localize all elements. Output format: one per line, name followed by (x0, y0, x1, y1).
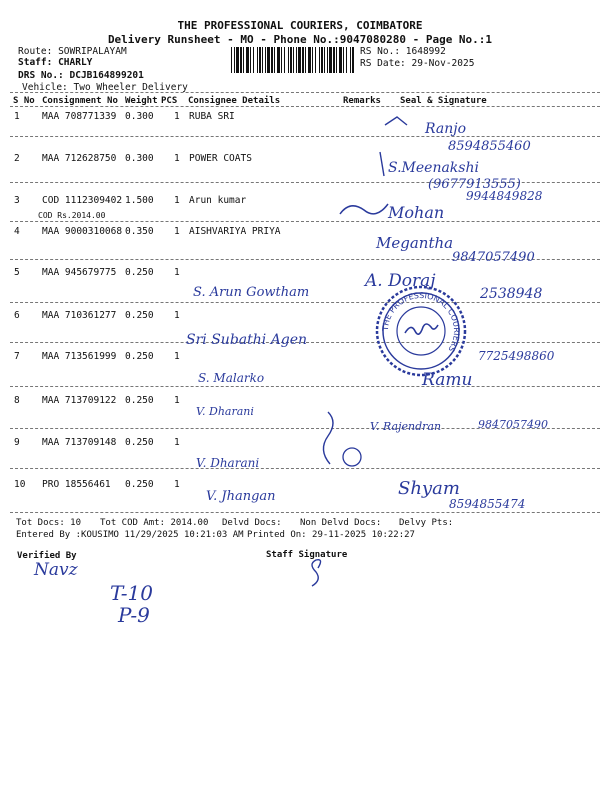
row6-consignee-handwritten: Sri Subathi Agen (186, 332, 308, 348)
row-weight: 1.500 (125, 195, 154, 206)
staff-label: Staff: (18, 57, 53, 68)
row-sno: 2 (14, 153, 20, 164)
row-weight: 0.300 (125, 153, 154, 164)
rs-no-label: RS No.: (360, 46, 401, 57)
col-seal: Seal & Signature (400, 96, 487, 106)
row-sno: 3 (14, 195, 20, 206)
row9-consignee-handwritten: V. Dharani (196, 456, 260, 470)
row-consignee: RUBA SRI (189, 111, 235, 122)
row-consignment: MAA 713709148 (42, 437, 117, 448)
row-pcs: 1 (174, 437, 180, 448)
rs-date-label: RS Date: (360, 58, 406, 69)
row-sno: 10 (14, 479, 26, 490)
drs-label: DRS No.: (18, 70, 64, 81)
row-sno: 9 (14, 437, 20, 448)
printed-on: Printed On: 29-11-2025 10:22:27 (247, 530, 415, 540)
row7-phone: 7725498860 (478, 349, 555, 363)
row-consignment: MAA 945679775 (42, 267, 117, 278)
row3-phone: 9944849828 (466, 189, 543, 203)
col-pcs: PCS (161, 96, 178, 106)
row-weight: 0.250 (125, 479, 154, 490)
row-consignment: MAA 712628750 (42, 153, 117, 164)
delvd-docs: Delvd Docs: (222, 518, 282, 528)
row2-phone: (9677913555) (428, 177, 521, 192)
row-pcs: 1 (174, 395, 180, 406)
row3-signature: Mohan (388, 203, 445, 222)
row2-signature: S.Meenakshi (388, 160, 479, 176)
row-pcs: 1 (174, 226, 180, 237)
row-consignment: COD 1112309402 (42, 195, 123, 206)
staff-value: CHARLY (58, 57, 93, 68)
row-weight: 0.250 (125, 267, 154, 278)
row-pcs: 1 (174, 153, 180, 164)
row-pcs: 1 (174, 479, 180, 490)
row10-signature: Shyam (398, 478, 460, 499)
row8-signature: V. Rajendran (370, 420, 442, 433)
verified-signature: Navz (34, 560, 78, 580)
row5-signature: A. Doraj (365, 271, 436, 291)
row-pcs: 1 (174, 195, 180, 206)
entered-by: Entered By :KOUSIMO 11/29/2025 10:21:03 AM (16, 530, 244, 540)
row-weight: 0.250 (125, 310, 154, 321)
row-consignment: MAA 713561999 (42, 351, 117, 362)
row-weight: 0.350 (125, 226, 154, 237)
row5-consignee-handwritten: S. Arun Gowtham (193, 285, 310, 300)
rs-date-value: 29-Nov-2025 (411, 58, 475, 69)
col-weight: Weight (125, 96, 158, 106)
stamp-text: THE PROFESSIONAL COURIERS (380, 290, 462, 354)
non-delvd-docs: Non Delvd Docs: (300, 518, 382, 528)
row-weight: 0.250 (125, 437, 154, 448)
row-sno: 4 (14, 226, 20, 237)
row-consignment: MAA 9000310068 (42, 226, 123, 237)
col-sno: S No (13, 96, 35, 106)
row-consignee: AISHVARIYA PRIYA (189, 226, 281, 237)
tot-docs: Tot Docs: 10 (16, 518, 82, 528)
tot-cod-amt: Tot COD Amt: 2014.00 (100, 518, 209, 528)
row-pcs: 1 (174, 111, 180, 122)
row8-consignee-handwritten: V. Dharani (196, 405, 254, 418)
row4-phone: 9847057490 (452, 250, 535, 265)
rs-no-value: 1648992 (405, 46, 446, 57)
col-consignment: Consignment No (42, 96, 118, 106)
verified-by-label: Verified By (17, 551, 77, 561)
row7-consignee-handwritten: S. Malarko (198, 371, 265, 385)
row-sno: 7 (14, 351, 20, 362)
row8-phone: 9847057490 (478, 418, 548, 431)
route-value: SOWRIPALAYAM (58, 46, 127, 57)
row-consignment: MAA 710361277 (42, 310, 117, 321)
delvy-pts: Delvy Pts: (399, 518, 454, 528)
row-weight: 0.300 (125, 111, 154, 122)
row-sno: 5 (14, 267, 20, 278)
tally-pieces: P-9 (118, 603, 150, 627)
row10-phone: 8594855474 (449, 497, 526, 511)
drs-value: DCJB164899201 (69, 70, 144, 81)
row7-signature: Ramu (422, 370, 473, 390)
vehicle-label: Vehicle: (22, 82, 68, 93)
row-sno: 6 (14, 310, 20, 321)
cod-note: COD Rs.2014.00 (38, 211, 106, 220)
row-weight: 0.250 (125, 395, 154, 406)
row-consignment: PRO 18556461 (42, 479, 111, 490)
row-pcs: 1 (174, 310, 180, 321)
runsheet-title: Delivery Runsheet - MO - Phone No.:9047080280 - Page No.:1 (107, 33, 493, 46)
row1-phone: 8594855460 (448, 139, 531, 154)
row10-consignee-handwritten: V. Jhangan (206, 489, 276, 504)
row-sno: 8 (14, 395, 20, 406)
row-consignee: Arun kumar (189, 195, 247, 206)
row-consignment: MAA 713709122 (42, 395, 117, 406)
col-remarks: Remarks (343, 96, 381, 106)
company-name: THE PROFESSIONAL COURIERS, COIMBATORE (177, 19, 423, 32)
row1-signature: Ranjo (425, 121, 466, 137)
row4-signature: Megantha (376, 234, 454, 252)
col-consignee: Consignee Details (188, 96, 281, 106)
row-pcs: 1 (174, 267, 180, 278)
row5-phone: 2538948 (480, 286, 543, 302)
row-pcs: 1 (174, 351, 180, 362)
route-label: Route: (18, 46, 53, 57)
staff-signature-label: Staff Signature (266, 550, 348, 560)
row-sno: 1 (14, 111, 20, 122)
row-consignee: POWER COATS (189, 153, 252, 164)
tally-docs: T-10 (110, 581, 153, 605)
vehicle-value: Two Wheeler Delivery (73, 82, 188, 93)
row-consignment: MAA 708771339 (42, 111, 117, 122)
row-weight: 0.250 (125, 351, 154, 362)
